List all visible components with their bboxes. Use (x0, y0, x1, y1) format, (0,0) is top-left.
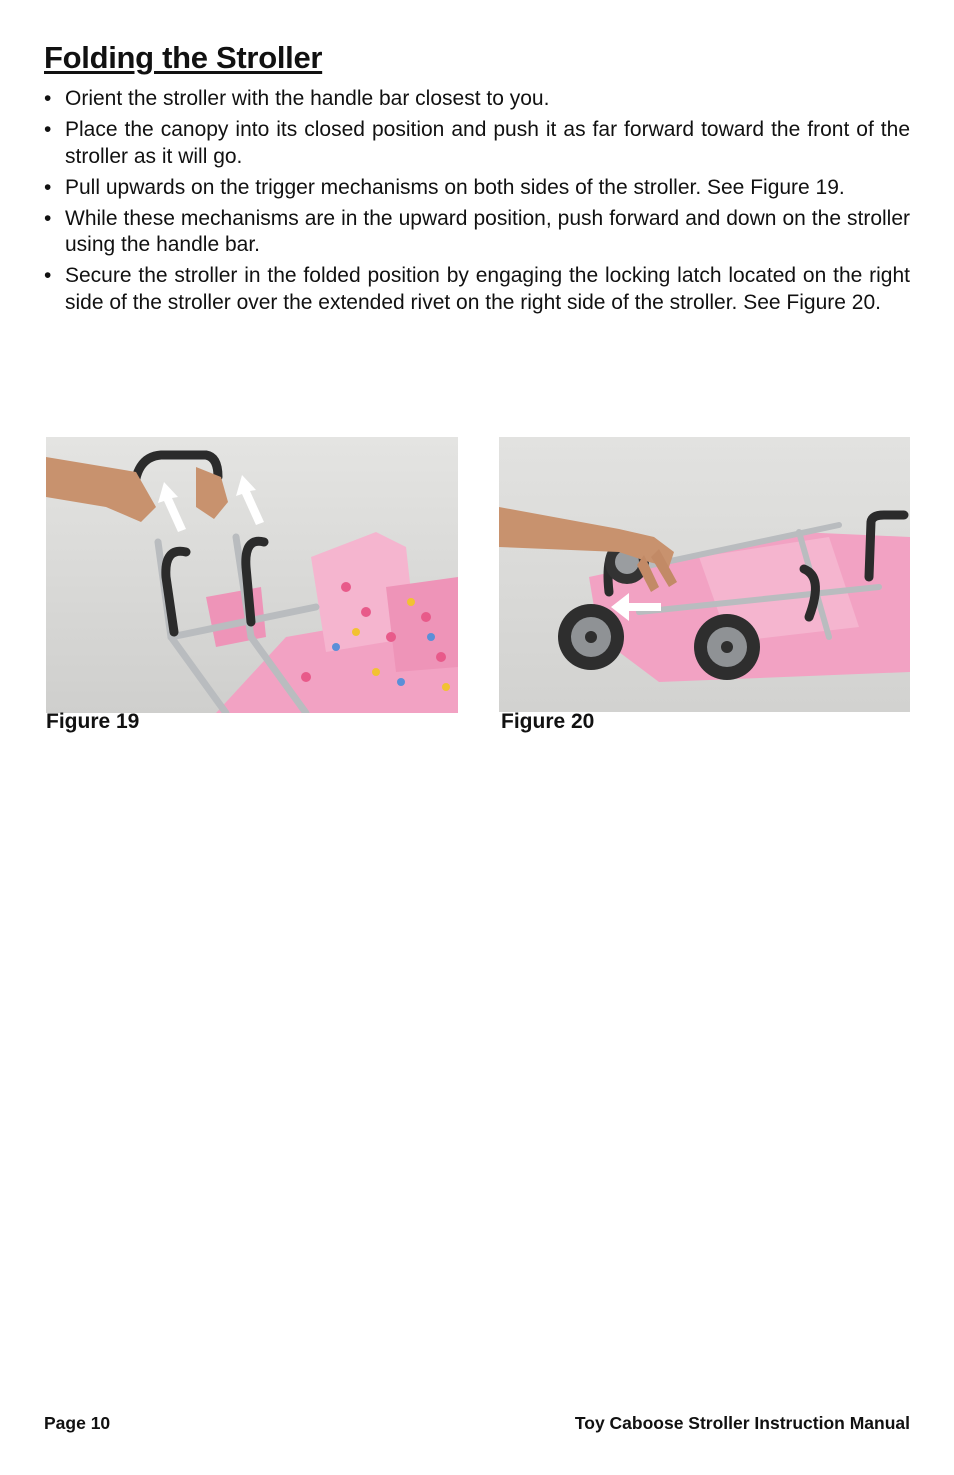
manual-title: Toy Caboose Stroller Instruction Manual (574, 1413, 910, 1433)
figure-20-caption: Figure 20 (501, 710, 595, 733)
instruction-list (44, 86, 910, 321)
list-item: • Pull upwards on the trigger mechanisms on both sides of the stroller. See Figure 19. (44, 175, 910, 202)
list-item: • Place the canopy into its closed position and push it as far forward toward the front of the stroller as it will go. (44, 117, 910, 170)
figure-20-photo (499, 437, 910, 712)
list-item: • While these mechanisms are in the upward position, push forward and down on the stroller using the handle bar. (44, 206, 910, 259)
figure-19-photo (46, 437, 458, 713)
list-item: • Secure the stroller in the folded position by engaging the locking latch located on the right side of the stroller over the extended rivet on the right side of the stroller. See Figure 20. (44, 263, 910, 316)
page-number: Page 10 (44, 1413, 111, 1433)
list-item: • Orient the stroller with the handle bar closest to you. (44, 86, 910, 113)
figure-19-caption: Figure 19 (46, 710, 140, 733)
page-title: Folding the Stroller (44, 40, 323, 75)
